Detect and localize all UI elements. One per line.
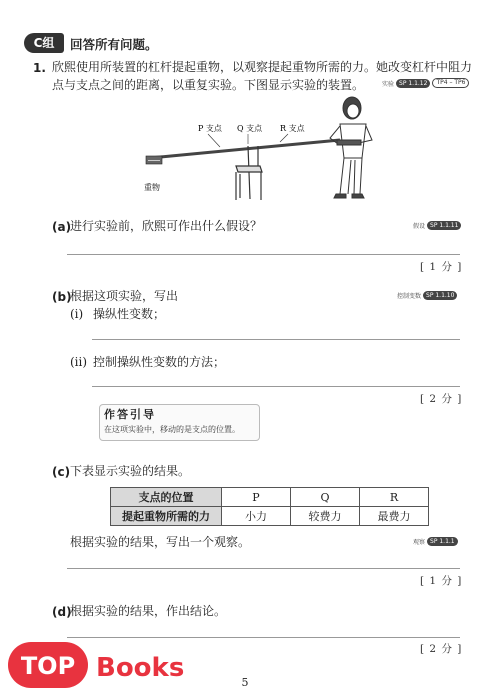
- skill-tag-label: 控制变数: [397, 293, 422, 300]
- part-b-question: 根据这项实验，写出: [70, 289, 179, 303]
- part-b-ii-question: 控制操纵性变数的方法；: [93, 355, 226, 369]
- question-number: 1.: [33, 61, 46, 75]
- chair: [236, 146, 262, 200]
- label-r-fulcrum: R 支点: [280, 124, 305, 133]
- skill-tag-observation: [413, 537, 458, 546]
- table-cell: 较费力: [291, 507, 360, 526]
- table-header-cell: 提起重物所需的力: [111, 507, 222, 526]
- skill-tag-code: SP 1.1.11: [427, 221, 461, 230]
- logo-books-text: Books: [96, 653, 185, 683]
- skill-tag-hypothesis: [413, 221, 461, 230]
- skill-tag-code: SP 1.1.12: [396, 79, 430, 88]
- skill-tag-label: 假设: [413, 223, 426, 230]
- part-d-question: 根据实验的结果，作出结论。: [70, 604, 227, 618]
- answer-line-a: [67, 254, 460, 255]
- table-cell: R: [360, 488, 429, 507]
- page-number: 5: [241, 676, 249, 689]
- table-cell: 小力: [222, 507, 291, 526]
- skill-tag-experiment: [382, 78, 469, 88]
- table-header-cell: 支点的位置: [111, 488, 222, 507]
- logo-top-text: TOP: [20, 652, 76, 680]
- skill-tag-extra: TP4 – TP6: [432, 78, 469, 88]
- answer-line-c: [67, 568, 460, 569]
- part-c-label: (c): [52, 465, 71, 479]
- section-badge: C组: [24, 33, 64, 53]
- table-cell: Q: [291, 488, 360, 507]
- table-row: [111, 507, 429, 526]
- label-weight: 重物: [144, 183, 160, 192]
- part-c-question: 下表显示实验的结果。: [70, 464, 191, 478]
- skill-tag-code: SP 1.1.10: [423, 291, 457, 300]
- skill-tag-label: 观察: [413, 539, 426, 546]
- table-row: [111, 488, 429, 507]
- answer-guide-text: 在这项实验中，移动的是支点的位置。: [104, 425, 240, 434]
- marks-b: [ 2 分 ]: [420, 393, 463, 405]
- table-cell: 最费力: [360, 507, 429, 526]
- skill-tag-control-variable: [397, 291, 457, 300]
- marks-c: [ 1 分 ]: [420, 575, 463, 587]
- results-table: [110, 487, 429, 526]
- question-intro-line2: 点与支点之间的距离，以重复实验。下图显示实验的装置。: [52, 78, 365, 92]
- part-a-question: 进行实验前，欣熙可作出什么假设？: [70, 219, 263, 233]
- girl-figure: [330, 97, 372, 198]
- label-p-fulcrum: P 支点: [198, 124, 222, 133]
- table-cell: P: [222, 488, 291, 507]
- part-d-label: (d): [52, 605, 72, 619]
- part-b-ii-label: (ii): [70, 355, 88, 369]
- label-q-fulcrum: Q 支点: [237, 124, 263, 133]
- part-c-observation-prompt: 根据实验的结果，写出一个观察。: [70, 535, 251, 549]
- skill-tag-label: 实验: [382, 80, 395, 88]
- marks-d: [ 2 分 ]: [420, 643, 463, 655]
- answer-guide-title: 作答引导: [104, 408, 156, 421]
- answer-line-b-i: [92, 339, 460, 340]
- skill-tag-code: SP 1.1.1: [427, 537, 458, 546]
- answer-line-b-ii: [92, 386, 460, 387]
- section-title: 回答所有问题。: [70, 37, 158, 52]
- part-a-label: (a): [52, 220, 72, 234]
- part-b-label: (b): [52, 290, 72, 304]
- part-b-i-question: 操纵性变数；: [93, 307, 166, 321]
- marks-a: [ 1 分 ]: [420, 261, 463, 273]
- lever-bar: [150, 140, 340, 158]
- lever-diagram: [140, 94, 380, 204]
- question-intro-line1: 欣熙使用所装置的杠杆提起重物，以观察提起重物所需的力。她改变杠杆中阻力: [52, 60, 473, 74]
- part-b-i-label: (i): [70, 307, 84, 321]
